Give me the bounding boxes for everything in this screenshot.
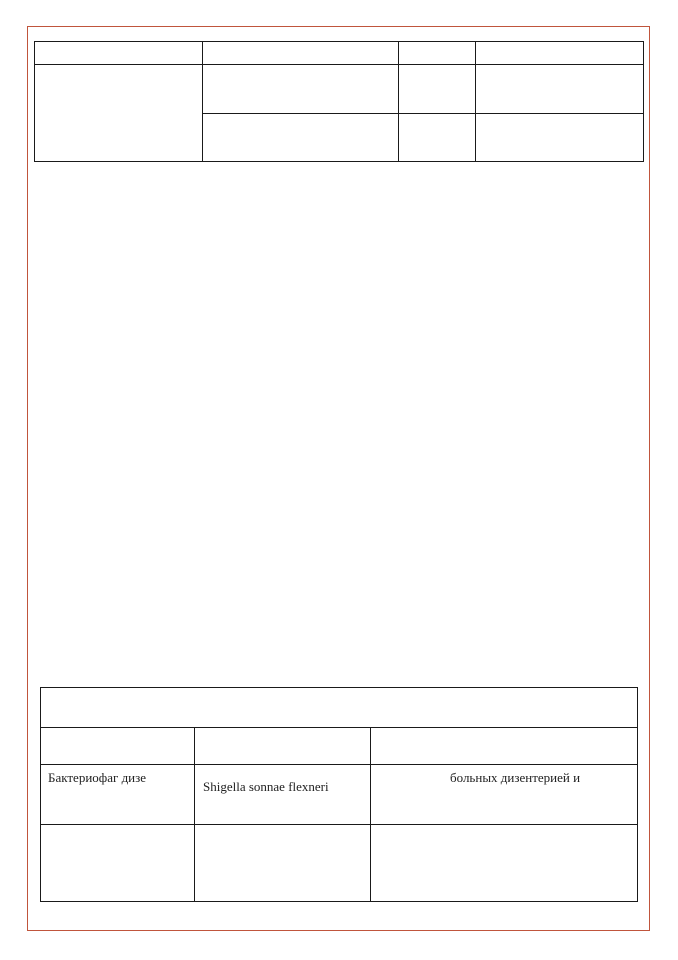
top-table-line bbox=[202, 113, 644, 114]
bottom-table-line bbox=[40, 687, 41, 902]
top-table-line bbox=[202, 41, 203, 162]
top-table-line bbox=[34, 64, 644, 65]
top-table-line bbox=[475, 41, 476, 162]
bottom-table-line bbox=[40, 824, 638, 825]
cell-product-name: Бактериофаг дизе bbox=[48, 770, 147, 785]
top-table-line bbox=[34, 41, 644, 42]
bottom-table-line bbox=[40, 687, 638, 688]
bottom-table-line bbox=[40, 727, 638, 728]
top-table-line bbox=[398, 41, 399, 162]
bottom-table-line bbox=[194, 727, 195, 902]
bottom-table-line bbox=[40, 764, 638, 765]
bottom-table-line bbox=[637, 687, 638, 902]
bottom-table-line bbox=[40, 901, 638, 902]
top-table-line bbox=[34, 41, 35, 162]
cell-indication: больных дизентерией и bbox=[450, 770, 581, 785]
top-table-line bbox=[643, 41, 644, 162]
cell-pathogen: Shigella sonnae flexneri bbox=[203, 779, 329, 794]
top-table-line bbox=[34, 161, 644, 162]
bottom-table-line bbox=[370, 727, 371, 902]
